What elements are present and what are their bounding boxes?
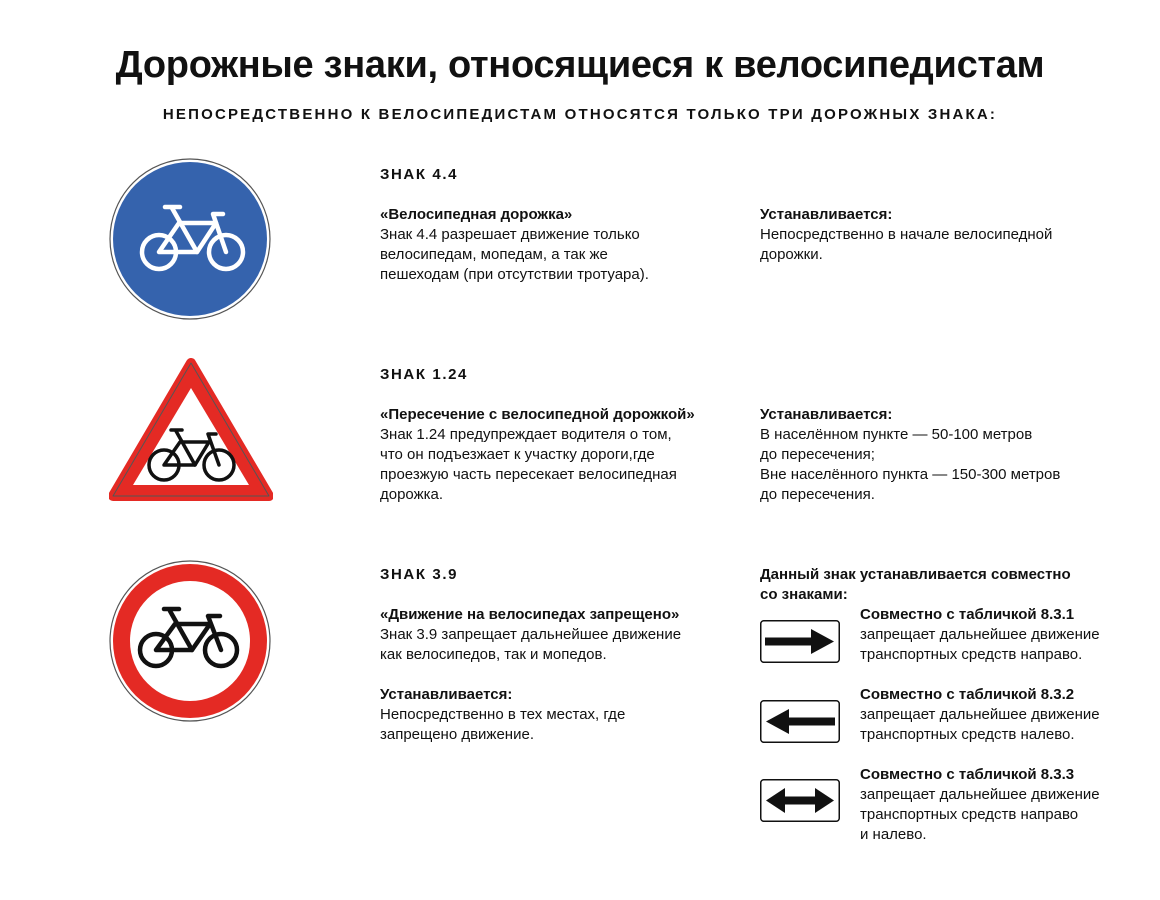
bicycle-crossing-warning-icon xyxy=(109,358,273,504)
sign-1-24-info xyxy=(380,365,750,505)
sign-1-24-name: «Пересечение с велосипедной дорожкой» xyxy=(380,406,695,423)
sign-4-4-label: ЗНАК 4.4 xyxy=(380,166,459,183)
sign-4-4-install-text: Непосредственно в начале велосипедной дорожки. xyxy=(760,226,1053,263)
sign-4-4-description: Знак 4.4 разрешает движение только велосипедам, мопедам, а так же пешеходам (при отсутствии тротуара). xyxy=(380,226,649,283)
sign-4-4-name: «Велосипедная дорожка» xyxy=(380,206,573,223)
bicycle-path-sign-icon xyxy=(109,158,271,320)
sign-1-24-label: ЗНАК 1.24 xyxy=(380,366,468,383)
plate-8-3-1-text: запрещает дальнейшее движение транспортных средств направо. xyxy=(860,626,1100,663)
plate-8-3-2-text: запрещает дальнейшее движение транспортных средств налево. xyxy=(860,706,1100,743)
sign-4-4-info xyxy=(380,165,740,285)
plate-8-3-2-info xyxy=(860,685,1150,745)
combined-heading-text: Данный знак устанавливается совместно со знаками: xyxy=(760,566,1071,603)
plate-8-3-3-info xyxy=(860,765,1150,845)
sign-4-4-install-heading: Устанавливается: xyxy=(760,206,893,223)
left-arrow-plate-icon xyxy=(760,700,840,743)
double-arrow-plate-icon xyxy=(760,779,840,822)
plate-8-3-1-info xyxy=(860,605,1150,665)
page-subtitle: НЕПОСРЕДСТВЕННО К ВЕЛОСИПЕДИСТАМ ОТНОСЯТСЯ ТОЛЬКО ТРИ ДОРОЖНЫХ ЗНАКА: xyxy=(162,106,998,123)
page-title: Дорожные знаки, относящиеся к велосипедистам xyxy=(115,44,1045,86)
sign-3-9-name: «Движение на велосипедах запрещено» xyxy=(380,606,680,623)
sign-4-4-install xyxy=(760,205,1120,265)
sign-3-9-description: Знак 3.9 запрещает дальнейшее движение как велосипедов, так и мопедов. xyxy=(380,626,682,663)
sign-3-9-install-text: Непосредственно в тех местах, где запрещено движение. xyxy=(380,706,626,743)
sign-1-24-description: Знак 1.24 предупреждает водителя о том, что он подъезжает к участку дороги,где проезжую часть пересекает велосипедная дорожка. xyxy=(380,426,677,503)
sign-1-24-install xyxy=(760,405,1130,505)
sign-1-24-install-heading: Устанавливается: xyxy=(760,406,893,423)
right-arrow-plate-icon xyxy=(760,620,840,663)
sign-3-9-install-heading: Устанавливается: xyxy=(380,686,513,703)
sign-3-9-combined-heading xyxy=(760,565,1140,605)
sign-1-24-install-text: В населённом пункте — 50-100 метров до пересечения; Вне населённого пункта — 150-300 метров до пересечения. xyxy=(760,426,1061,503)
plate-8-3-3-title: Совместно с табличкой 8.3.3 xyxy=(860,766,1075,783)
plate-8-3-2-title: Совместно с табличкой 8.3.2 xyxy=(860,686,1075,703)
plate-8-3-3-text: запрещает дальнейшее движение транспортных средств направо и налево. xyxy=(860,786,1100,843)
sign-3-9-info xyxy=(380,565,750,745)
no-bicycles-sign-icon xyxy=(109,560,271,722)
sign-3-9-label: ЗНАК 3.9 xyxy=(380,566,459,583)
plate-8-3-1-title: Совместно с табличкой 8.3.1 xyxy=(860,606,1075,623)
